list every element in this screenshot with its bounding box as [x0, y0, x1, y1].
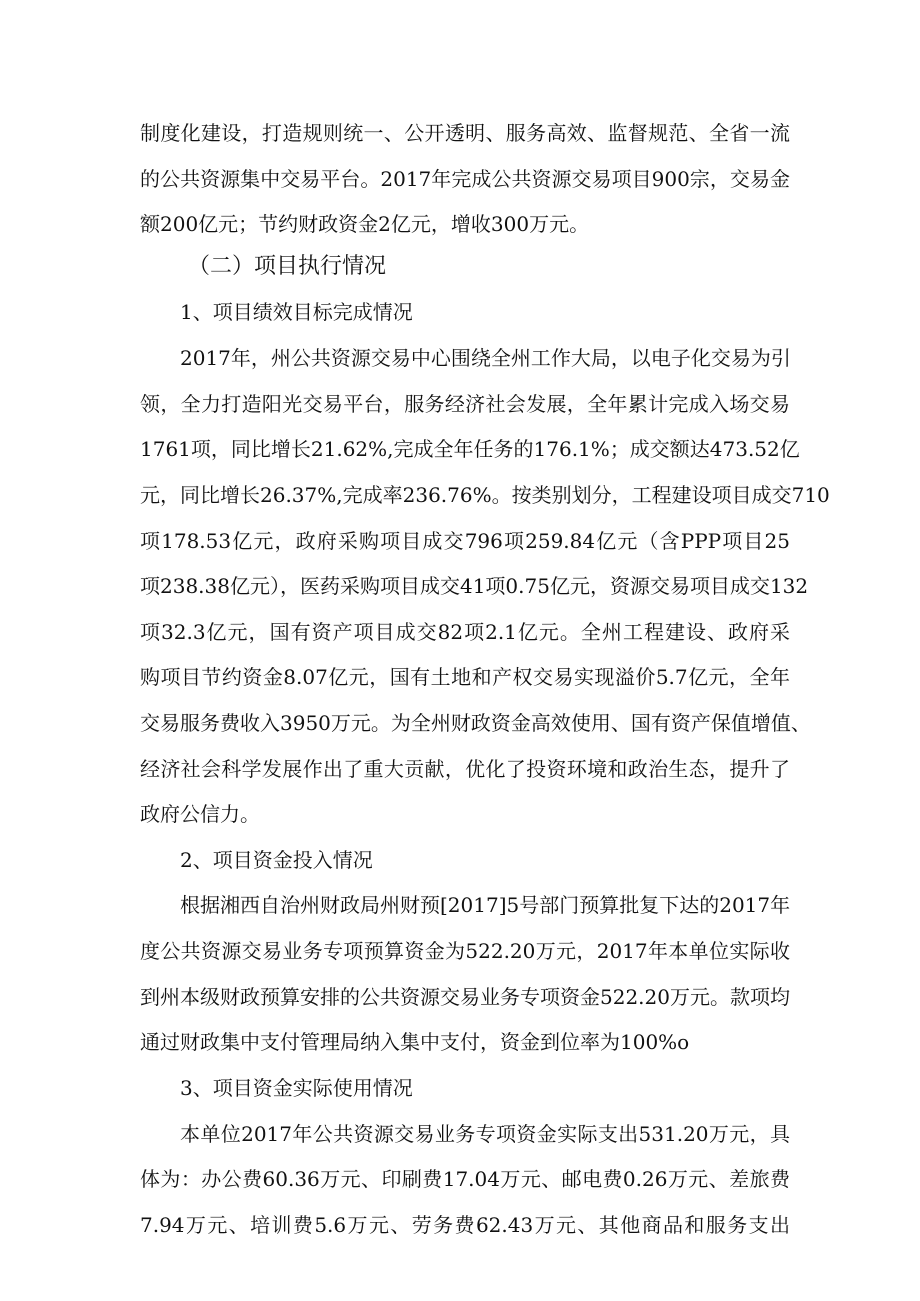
text-line: 本单位2017年公共资源交易业务专项资金实际支出531.20万元，具: [180, 1122, 790, 1146]
text-line: 的公共资源集中交易平台。2017年完成公共资源交易项目900宗，交易金: [140, 167, 790, 191]
text-line: 7.94万元、培训费5.6万元、劳务费62.43万元、其他商品和服务支出: [140, 1213, 790, 1237]
subsection-title-1: 1、项目绩效目标完成情况: [180, 300, 413, 324]
subsection-title-3: 3、项目资金实际使用情况: [180, 1076, 413, 1100]
text-line: 通过财政集中支付管理局纳入集中支付，资金到位率为100%o: [140, 1030, 690, 1054]
text-line: 政府公信力。: [140, 802, 260, 826]
text-line: 元，同比增长26.37%,完成率236.76%。按类别划分，工程建设项目成交710: [140, 483, 830, 507]
section-heading: （二）项目执行情况: [188, 254, 387, 279]
text-line: 领，全力打造阳光交易平台，服务经济社会发展，全年累计完成入场交易: [140, 392, 790, 416]
text-line: 到州本级财政预算安排的公共资源交易业务专项资金522.20万元。款项均: [140, 985, 790, 1009]
text-line: 根据湘西自治州财政局州财预[2017]5号部门预算批复下达的2017年: [180, 893, 791, 917]
text-line: 2017年，州公共资源交易中心围绕全州工作大局，以电子化交易为引: [180, 346, 791, 370]
text-line: 度公共资源交易业务专项预算资金为522.20万元，2017年本单位实际收: [140, 939, 790, 963]
text-line: 交易服务费收入3950万元。为全州财政资金高效使用、国有资产保值增值、: [140, 711, 811, 735]
text-line: 购项目节约资金8.07亿元，国有土地和产权交易实现溢价5.7亿元，全年: [140, 665, 790, 689]
text-line: 额200亿元；节约财政资金2亿元，增收300万元。: [140, 212, 590, 236]
text-line: 1761项，同比增长21.62%,完成全年任务的176.1%；成交额达473.52亿: [140, 437, 800, 461]
subsection-title-2: 2、项目资金投入情况: [180, 848, 373, 872]
text-line: 体为：办公费60.36万元、印刷费17.04万元、邮电费0.26万元、差旅费: [140, 1167, 790, 1191]
text-line: 项32.3亿元，国有资产项目成交82项2.1亿元。全州工程建设、政府采: [140, 620, 790, 644]
text-line: 经济社会科学发展作出了重大贡献，优化了投资环境和政治生态，提升了: [140, 757, 790, 781]
text-line: 制度化建设，打造规则统一、公开透明、服务高效、监督规范、全省一流: [140, 121, 790, 145]
text-line: 项238.38亿元），医药采购项目成交41项0.75亿元，资源交易项目成交132: [140, 574, 809, 598]
text-line: 项178.53亿元，政府采购项目成交796项259.84亿元（含PPP项目25: [140, 529, 790, 553]
